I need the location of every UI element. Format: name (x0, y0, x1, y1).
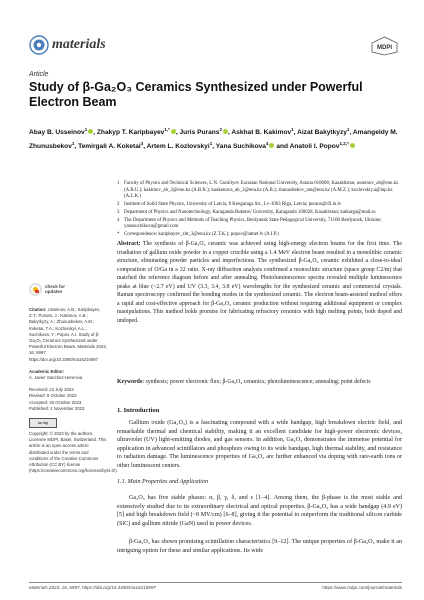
author-name[interactable]: Temirgali A. Koketai (78, 142, 141, 150)
citation-text[interactable]: Usseinov, A.B.; Karipbayev, Z.T.; Purans, J.; Kakimov, A.B.; Bakytkyzy, A.; Zhunusbekov, A.M.; Koketai, T.A.; Kozlovskyi, A.L.; Suchikova, Y.; Popov, A.I. Study of β-Ga₂O₃ Ceramics Synthesized under Powerful Electron Beam. Materials 2023, 16, 6997. https://doi.org/10.3390/ma16216997 (29, 307, 107, 362)
affiliation-item (117, 202, 402, 209)
check-updates-label: check for updates (45, 284, 66, 294)
publisher-logo-icon[interactable] (370, 36, 399, 56)
check-updates-icon (29, 283, 42, 296)
affiliation-text: Faculty of Physics and Technical Sciences, L.N. Gumilyov Eurasian National University, Astana 010008, Kazakhstan; usseinov_ab@enu.kz (A.B.U.); kakimov_ab_2@enu.kz (A.B.K.); kaukenova_ab_3@enu.kz (A.B.); zhunusbekov_am@enu.kz (A.M.Z.); kozlovskiy.a@inp.kz (A.L.K.) (124, 181, 399, 200)
author-affiliation-marker: 3 (140, 140, 144, 146)
author-affiliation-marker: 1 (84, 127, 88, 132)
orcid-icon[interactable] (88, 129, 93, 134)
author-name[interactable]: Amangeldy M. Zhunusbekov (29, 129, 398, 150)
copyright-text: Copyright: © 2023 by the authors. Licensee MDPI, Basel, Switzerland. This article is an open access article distributed under the terms and conditions of the Creative Commons Attribution (CC BY) license (https://creativecommons.org/licenses/by/4.0/). (29, 431, 118, 474)
affiliation-number: * (117, 231, 120, 237)
published-date: Published: 1 November 2023 (29, 405, 85, 411)
affiliation-item (117, 210, 402, 217)
abstract-label: Abstract: (117, 241, 141, 247)
affiliations (117, 181, 402, 240)
author-affiliation-marker: 1 (209, 140, 213, 146)
article-type: Article (29, 71, 49, 78)
journal-name[interactable]: materials (52, 37, 106, 52)
accepted-date: Accepted: 30 October 2023 (29, 399, 82, 405)
orcid-icon[interactable] (269, 143, 274, 148)
author-name[interactable]: Juris Purans (179, 129, 220, 137)
affiliation-number: 2 (117, 202, 120, 208)
affiliation-number: 3 (117, 209, 120, 215)
page-footer (29, 582, 402, 590)
paragraph: Ga₂O₃ has five stable phases: α, β, γ, δ, and ε [1–4]. Among them, the β-phase is the most stable and extensively studied due to its extraordinary electrical and optical properties. β-Ga₂O₃ has a wide bandgap (4.9 eV) [5] and high breakdown field (~8 MV/cm) [6–8], giving it the potential to outperform the traditional silicon carbide (SiC) and gallium nitride (GaN) used in power devices. (117, 495, 402, 527)
author-affiliation-marker: 1 (71, 140, 75, 146)
author-affiliation-marker: 1 (346, 127, 350, 132)
abstract-text: The synthesis of β-Ga₂O₃ ceramic was achieved using high-energy electron beams for the first time. The irradiation of gallium oxide powder in a copper crucible using a 1.4 MeV electron beam resulted in a monolithic ceramic structure, eliminating powder particles and imperfections. The synthesized β-Ga₂O₃ ceramic exhibited a close-to-ideal composition of O/Ga in a 32 ratio. X-ray diffraction analysis confirmed a monoclinic structure (space group C2/m) that matched the reference diagram before and after annealing. Photoluminescence spectra revealed multiple luminescence peaks at blue (~2.7 eV) and UV (3.3, 3.4, 3.8 eV) wavelengths for the synthesized ceramic and commercial crystals. Raman spectroscopy confirmed the bonding modes in the synthesized ceramic. The electron beam-assisted method offers a rapid and cost-effective approach for β-Ga₂O₃ ceramic production without requiring additional equipment or complex manipulations. This method holds promise for fabricating refractory ceramics with high melting points, both doped and undoped. (117, 241, 402, 324)
journal-logo-icon (29, 35, 49, 55)
subsection-heading: 1.1. Main Properties and Application (117, 479, 209, 485)
footer-citation[interactable]: Materials 2023, 16, 6997. https://doi.org/10.3390/ma16216997 (29, 585, 156, 590)
editor-name: A. Javier Sanchez-Herencia (29, 375, 83, 381)
keywords-text: synthesis; power electronic flux; β-Ga₂O₃ ceramics; photoluminescence; annealing; point defects (145, 379, 371, 385)
article-info-sidebar (29, 307, 118, 474)
paragraph: Gallium oxide (Ga₂O₃) is a fascinating compound with a wide bandgap, high breakdown electric field, and remarkable thermal and chemical stability, making it an excellent candidate for high-power electronic devices, ultraviolet (UV) light-emitting diodes, and gas sensors. In addition, Ga₂O₃ demonstrates the immense potential for application in advanced scintillators and phosphors owing to its wide bandgap, high thermal stability, and resistance to radiation damage. The luminescence properties of Ga₂O₃ are further enhanced via doping with rare-earth ions or other luminescent centers. (117, 420, 402, 469)
article-title: Study of β-Ga₂O₃ Ceramics Synthesized under Powerful Electron Beam (29, 80, 363, 109)
section-heading-introduction: 1. Introduction (117, 407, 160, 414)
affiliation-item (117, 232, 402, 239)
revised-date: Revised: 8 October 2023 (29, 393, 77, 399)
keywords-label: Keywords: (117, 379, 145, 385)
citation-block (29, 307, 107, 363)
paragraph: β-Ga₂O₃ has shown promising scintillation characteristics [9–12]. The unique properties of β-Ga₂O₃ make it an intriguing option for these and similar applications. Its wide (117, 539, 402, 554)
author-name[interactable]: Aizat Bakytkyzy (297, 129, 347, 137)
affiliation-item (117, 181, 402, 201)
affiliation-item (117, 218, 402, 231)
abstract (117, 240, 402, 325)
received-date: Received: 22 July 2023 (29, 387, 74, 393)
page-header (0, 0, 424, 60)
orcid-icon[interactable] (171, 129, 176, 134)
author-affiliation-marker: 4 (265, 140, 269, 146)
author-name[interactable]: Anatoli I. Popov (289, 142, 340, 150)
author-list: Abay B. Usseinov$^1$ , Zhakyp T. Karipbayev$^{1,*}$ , Juris Purans$^2$ , Askhat B. Kakimov$^1$, Aizat Bakytkyzy$^1$, Amangeldy M. Zhunusbekov$^1$, Temirgali A. Koketai$^3$, Artem L. Kozlovskyi$^1$, Yana Suchikova$^4$ and Anatoli I. Popov$^{1,2,*}$ (29, 127, 398, 150)
keywords (117, 378, 402, 387)
author-affiliation-marker: 1 (291, 127, 294, 132)
author-name[interactable]: Askhat B. Kakimov (231, 129, 292, 137)
orcid-icon[interactable] (223, 129, 228, 134)
cc-license-text: cc by (37, 419, 49, 425)
author-name[interactable]: Abay B. Usseinov (29, 129, 85, 137)
affiliation-text: Correspondence: karipbayev_zht_3@enu.kz (Z.T.K.); popov@latnet.lv (A.I.P.) (124, 231, 279, 237)
affiliation-number: 4 (117, 217, 120, 223)
citation-label: Citation: (29, 307, 47, 312)
orcid-icon[interactable] (350, 143, 355, 148)
check-for-updates-badge[interactable] (29, 282, 79, 302)
publisher-name: MDPI (377, 45, 392, 51)
affiliation-number: 1 (117, 181, 120, 186)
author-name[interactable]: Yana Suchikova (215, 142, 266, 150)
footer-journal-url[interactable]: https://www.mdpi.com/journal/materials (322, 585, 402, 590)
editor-label: Academic Editor: (29, 368, 65, 374)
dates-block (29, 387, 107, 412)
affiliation-text: Institute of Solid State Physics, University of Latvia, 8 Kengaraga Str., Lv-1063 Riga, Latvia; purans@cfi.lu.lv (124, 202, 342, 208)
affiliation-text: The Department of Physics and Methods of Teaching Physics, Berdyansk State Pedagogical University, 71100 Berdyansk, Ukraine; yanasuchikova@gmail.com (124, 217, 382, 230)
author-name[interactable]: Zhakyp T. Karipbayev (96, 129, 165, 137)
affiliation-text: Department of Physics and Nanotechnology, Karaganda Buketov University, Karaganda 100028, Kazakhstan; katkarga@mail.ru (124, 209, 376, 215)
editor-block (29, 369, 107, 381)
author-name[interactable]: Artem L. Kozlovskyi (146, 142, 210, 150)
author-affiliation-marker: 1,* (164, 127, 170, 132)
author-affiliation-marker: 2 (219, 127, 222, 132)
cc-license-badge[interactable] (29, 418, 57, 428)
author-affiliation-marker: 1,2,* (339, 140, 349, 146)
